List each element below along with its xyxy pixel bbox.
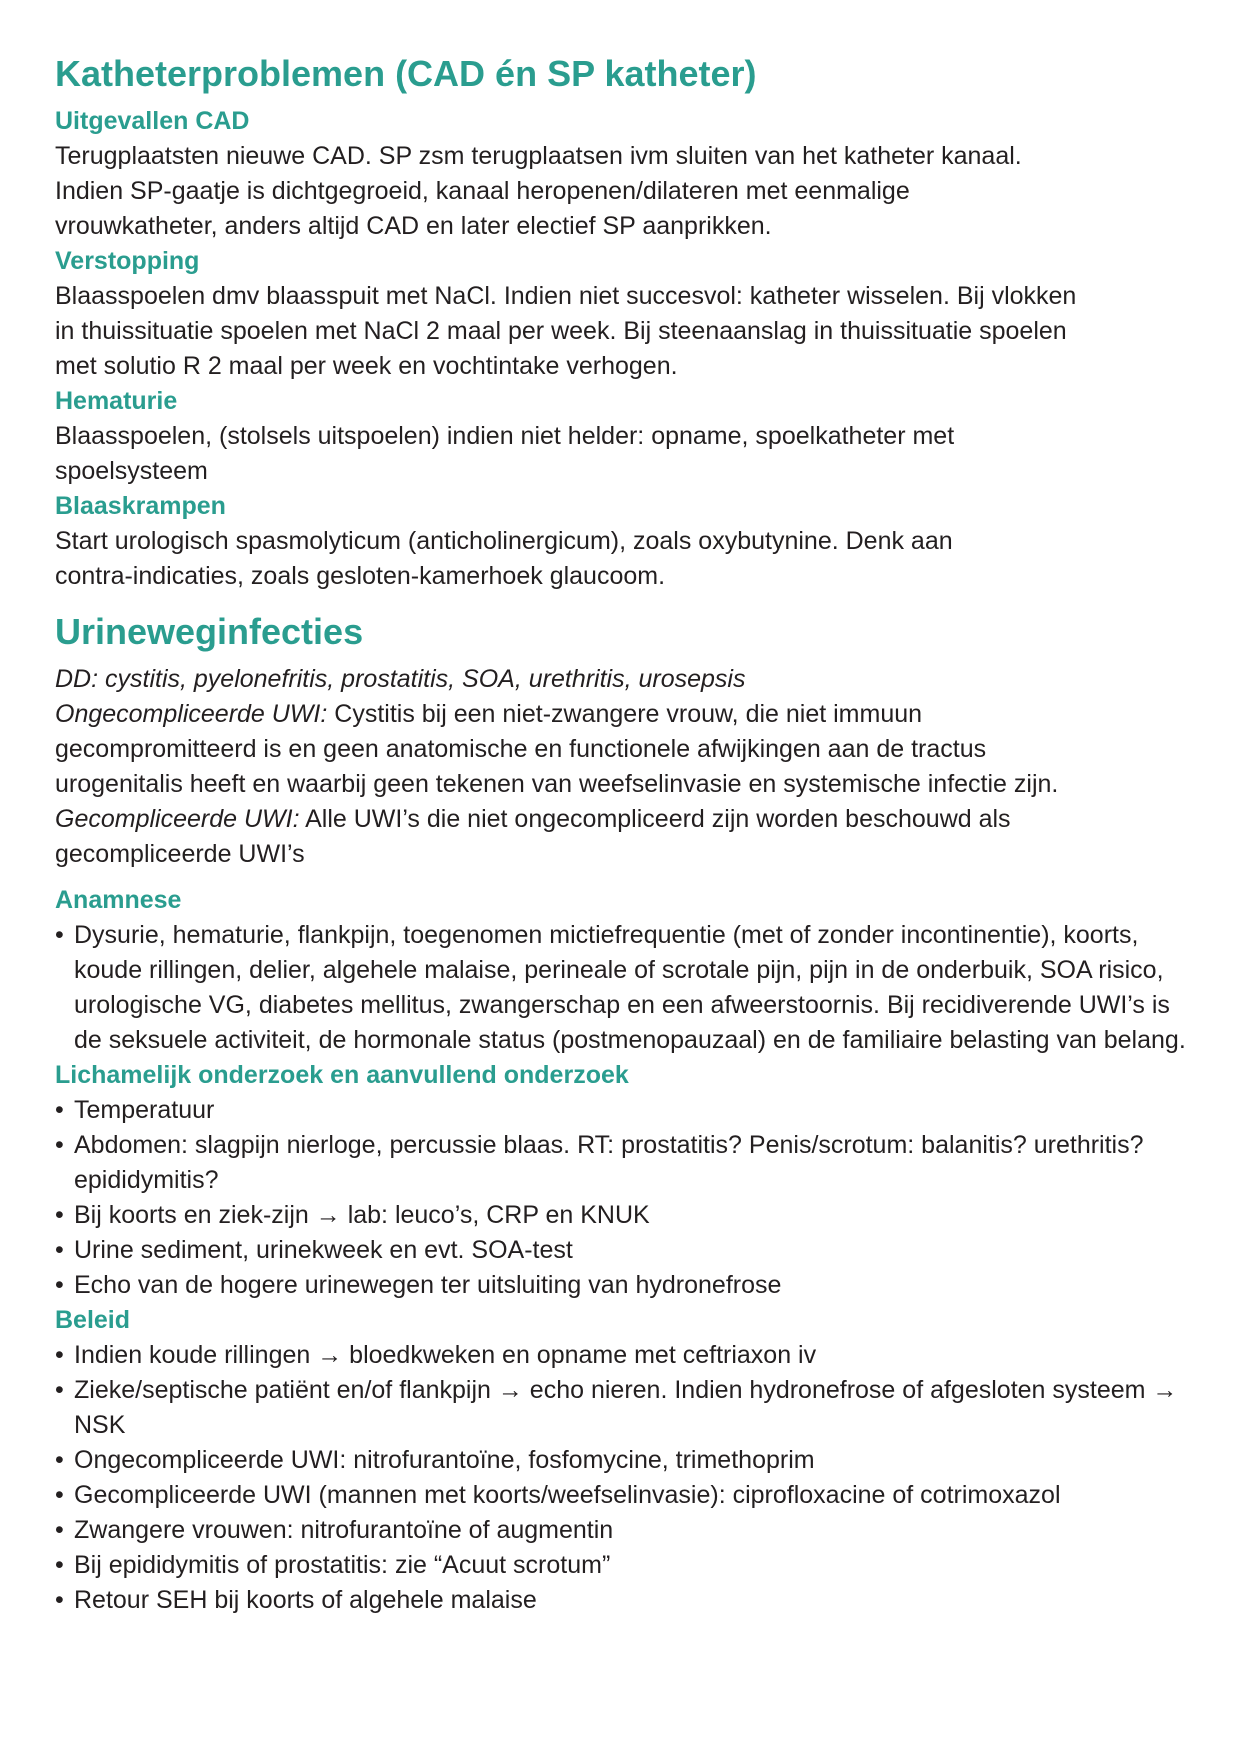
paragraph-hematurie [55, 419, 1195, 489]
heading-anamnese: Anamnese [55, 886, 182, 914]
list-item: • Ongecompliceerde UWI: nitrofurantoïne, fosfomycine, trimethoprim [55, 1443, 1195, 1478]
gecompliceerd-text: Alle UWI’s die niet ongecompliceerd zijn worden beschouwd als [299, 805, 1011, 833]
heading-verstopping: Verstopping [55, 247, 200, 275]
block-blaaskrampen [55, 489, 1195, 594]
text-line: Blaasspoelen dmv blaasspuit met NaCl. Indien niet succesvol: katheter wisselen. Bij vlokken [55, 282, 1077, 310]
list-item: • Bij epididymitis of prostatitis: zie “Acuut scrotum” [55, 1548, 1195, 1583]
ongecompliceerd-first-line [55, 697, 1195, 732]
ongecompliceerd-label: Ongecompliceerde UWI: [55, 700, 328, 728]
block-verstopping [55, 244, 1195, 384]
list-item: • Retour SEH bij koorts of algehele malaise [55, 1583, 1195, 1618]
paragraph-blaaskrampen [55, 524, 1195, 594]
list-item: • Zieke/septische patiënt en/of flankpijn → echo nieren. Indien hydronefrose of afgesloten systeem → NSK [55, 1373, 1195, 1443]
block-uitgevallen-cad [55, 104, 1195, 244]
list-item: • Gecompliceerde UWI (mannen met koorts/weefselinvasie): ciprofloxacine of cotrimoxazol [55, 1478, 1195, 1513]
text-line: in thuissituatie spoelen met NaCl 2 maal per week. Bij steenaanslag in thuissituatie spoelen [55, 317, 1067, 345]
text-line: Indien SP-gaatje is dichtgegroeid, kanaal heropenen/dilateren met eenmalige [55, 177, 910, 205]
paragraph-verstopping [55, 279, 1195, 384]
list-item: • Zwangere vrouwen: nitrofurantoïne of augmentin [55, 1513, 1195, 1548]
heading-beleid: Beleid [55, 1306, 131, 1334]
text-line: met solutio R 2 maal per week en vochtintake verhogen. [55, 352, 678, 380]
section-title-urineweginfecties: Urineweginfecties [55, 611, 364, 652]
heading-hematurie: Hematurie [55, 387, 178, 415]
heading-uitgevallen-cad: Uitgevallen CAD [55, 107, 250, 135]
text-line: vrouwkatheter, anders altijd CAD en later electief SP aanprikken. [55, 212, 772, 240]
list-item: • Dysurie, hematurie, flankpijn, toegenomen mictiefrequentie (met of zonder incontinentie), koorts, koude rillingen, delier, algehele malaise, perineale of scrotale pijn, pijn in de onderbuik, SOA risico, urologische VG, diabetes mellitus, zwangerschap en een afweerstoornis. Bij recidiverende UWI’s is de seksuele activiteit, de hormonale status (postmenopauzaal) en de familiaire belasting van belang. [55, 918, 1195, 1058]
list-item: • Temperatuur [55, 1093, 1195, 1128]
text-line: gecompliceerde UWI’s [55, 840, 305, 868]
gecompliceerd-label: Gecompliceerde UWI: [55, 805, 300, 833]
list-item: • Abdomen: slagpijn nierloge, percussie blaas. RT: prostatitis? Penis/scrotum: balanitis? urethritis? epididymitis? [55, 1128, 1195, 1198]
heading-onderzoek: Lichamelijk onderzoek en aanvullend onderzoek [55, 1061, 629, 1089]
text-line: gecompromitteerd is en geen anatomische en functionele afwijkingen aan de tractus [55, 735, 987, 763]
block-hematurie [55, 384, 1195, 489]
differential-diagnosis [55, 662, 1195, 697]
onderzoek-list [55, 1093, 1195, 1303]
list-item: • Bij koorts en ziek-zijn → lab: leuco’s, CRP en KNUK [55, 1198, 1195, 1233]
list-item: • Echo van de hogere urinewegen ter uitsluiting van hydronefrose [55, 1268, 1195, 1303]
gecompliceerd-first-line [55, 802, 1195, 837]
beleid-list [55, 1338, 1195, 1618]
heading-blaaskrampen: Blaaskrampen [55, 492, 226, 520]
text-line: spoelsysteem [55, 457, 208, 485]
anamnese-list [55, 918, 1195, 1058]
text-line: Blaasspoelen, (stolsels uitspoelen) indien niet helder: opname, spoelkatheter met [55, 422, 955, 450]
section-title-katheterproblemen: Katheterproblemen (CAD én SP katheter) [55, 53, 757, 94]
text-line: Terugplaatsten nieuwe CAD. SP zsm terugplaatsen ivm sluiten van het katheter kanaal. [55, 142, 1022, 170]
document-page [55, 44, 1195, 1618]
dd-text: DD: cystitis, pyelonefritis, prostatitis, SOA, urethritis, urosepsis [55, 665, 746, 693]
list-item: • Indien koude rillingen → bloedkweken en opname met ceftriaxon iv [55, 1338, 1195, 1373]
intro-paragraph [55, 662, 1195, 872]
text-line: Start urologisch spasmolyticum (anticholinergicum), zoals oxybutynine. Denk aan [55, 527, 953, 555]
list-item: • Urine sediment, urinekweek en evt. SOA-test [55, 1233, 1195, 1268]
ongecompliceerd-text: Cystitis bij een niet-zwangere vrouw, die niet immuun [327, 700, 923, 728]
text-line: contra-indicaties, zoals gesloten-kamerhoek glaucoom. [55, 562, 666, 590]
text-line: urogenitalis heeft en waarbij geen tekenen van weefselinvasie en systemische infectie zijn. [55, 770, 1059, 798]
paragraph-uitgevallen-cad [55, 139, 1195, 244]
